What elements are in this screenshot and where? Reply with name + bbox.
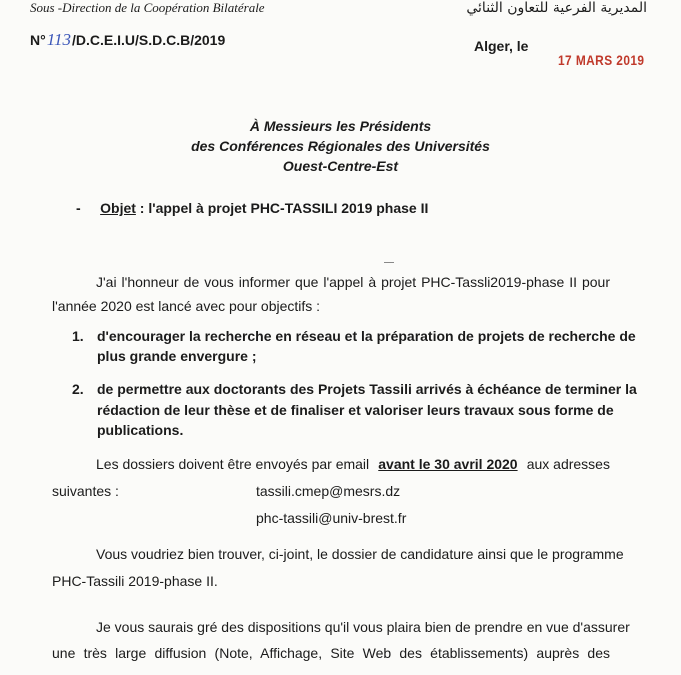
- header-subdirection-arabic: المديرية الفرعية للتعاون الثنائي: [466, 0, 647, 16]
- paragraph-3-line-2: PHC-Tassili 2019-phase II.: [52, 573, 218, 589]
- reference-code: /D.C.E.I.U/S.D.C.B/2019: [71, 32, 226, 48]
- deadline: avant le 30 avril 2020: [378, 456, 518, 472]
- paragraph-2-end: aux adresses: [522, 456, 610, 472]
- place-label: Alger, le: [474, 38, 529, 54]
- paragraph-2-intro: Les dossiers doivent être envoyés par email: [96, 456, 374, 472]
- reference-handwritten-number: 113: [46, 30, 71, 49]
- paragraph-1-line-1: J'ai l'honneur de vous informer que l'appel à projet PHC-Tassli2019-phase II pour: [96, 274, 610, 290]
- list-item-2-line-3: publications.: [97, 422, 184, 438]
- list-item-1-line-2: plus grande envergure ;: [97, 348, 257, 364]
- list-number-1: 1.: [72, 328, 84, 344]
- paragraph-4-line-1: Je vous saurais gré des dispositions qu'il vous plaira bien de prendre en vue d'assurer: [96, 619, 630, 635]
- object-text: : l'appel à projet PHC-TASSILI 2019 phase II: [135, 200, 429, 216]
- paragraph-2-line-1: [96, 456, 610, 472]
- paragraph-1-line-2: l'année 2020 est lancé avec pour objectifs :: [52, 298, 321, 314]
- paragraph-4-line-2: une très large diffusion (Note, Affichage, Site Web des établissements) auprès des: [52, 645, 610, 661]
- object-label: Objet: [100, 200, 136, 216]
- reference-prefix: N°: [30, 32, 46, 48]
- email-address-2: phc-tassili@univ-brest.fr: [256, 510, 407, 526]
- email-address-1: tassili.cmep@mesrs.dz: [256, 483, 401, 499]
- paragraph-3-line-1: Vous voudriez bien trouver, ci-joint, le dossier de candidature ainsi que le programme: [96, 546, 624, 562]
- list-item-2-line-1: de permettre aux doctorants des Projets Tassili arrivés à échéance de terminer la: [97, 381, 637, 397]
- object-bullet: -: [76, 200, 81, 216]
- stray-mark: [384, 262, 394, 263]
- paragraph-2-line-2: suivantes :: [52, 483, 119, 499]
- list-number-2: 2.: [72, 381, 84, 397]
- addressee-line-1: À Messieurs les Présidents: [249, 118, 432, 134]
- date-stamp: 17 MARS 2019: [558, 52, 645, 68]
- reference-number: [30, 30, 225, 50]
- addressee-line-2: des Conférences Régionales des Universités: [191, 138, 490, 154]
- list-item-2-line-2: rédaction de leur thèse et de finaliser et valoriser leurs travaux sous forme de: [97, 402, 614, 418]
- addressee-line-3: Ouest-Centre-Est: [282, 158, 399, 174]
- header-subdirection: Sous -Direction de la Coopération Bilatérale: [30, 0, 265, 15]
- object-line: [76, 200, 428, 216]
- list-item-1-line-1: d'encourager la recherche en réseau et la préparation de projets de recherche de: [97, 328, 636, 344]
